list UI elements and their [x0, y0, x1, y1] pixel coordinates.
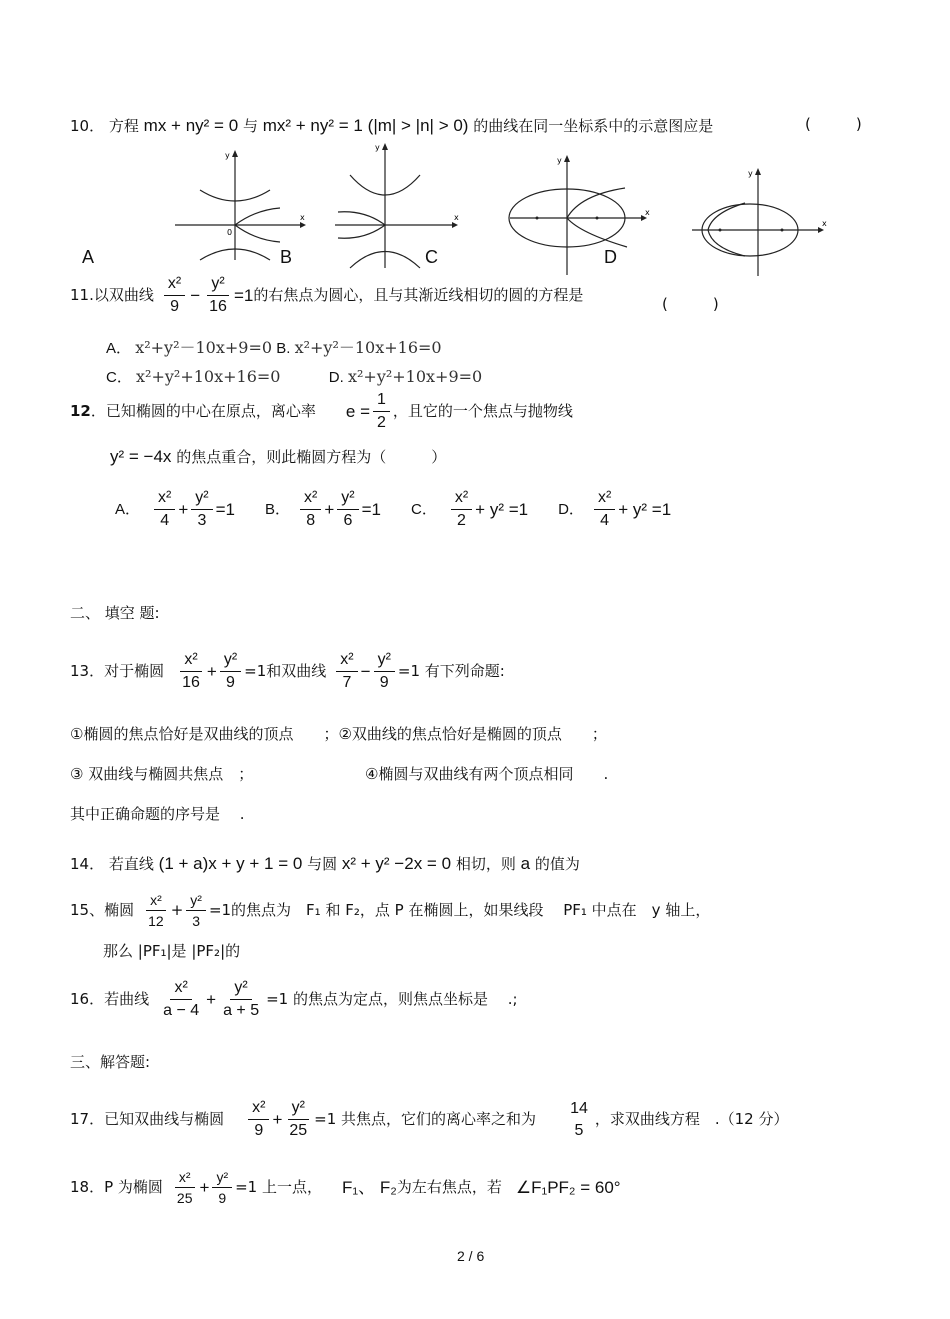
q12-tail: ，且它的一个焦点与抛物线: [392, 402, 573, 420]
svg-text:y: y: [375, 143, 380, 152]
q12-e: e =: [345, 402, 370, 421]
q11-fraction-y: [205, 276, 231, 315]
q14-tail: 相切，则: [455, 855, 516, 873]
q13-prop-3: ③ 双曲线与椭圆共焦点 ；: [70, 765, 254, 783]
q17-tail: ，求双曲线方程 .（12 分）: [594, 1110, 789, 1128]
q14-line-eq: (1 + a)x + y + 1 = 0: [158, 854, 303, 873]
q17-d3: 5: [574, 1121, 584, 1139]
q10-eq2: mx² + ny² = 1: [262, 116, 363, 135]
q12-line: [70, 392, 573, 431]
q17-mid: =1 共焦点，它们的离心率之和为: [314, 1110, 537, 1128]
svg-text:x: x: [454, 213, 459, 222]
svg-text:y: y: [557, 156, 562, 165]
q12-c-tail: + y² =1: [475, 500, 529, 519]
q13-line: [70, 652, 505, 691]
q16-number: 16．: [70, 990, 105, 1008]
svg-text:x: x: [645, 208, 650, 217]
q13-n4: y²: [374, 652, 395, 672]
q10-tail: 的曲线在同一坐标系中的示意图应是: [473, 117, 714, 135]
plus: +: [199, 1178, 210, 1197]
q15-tail: =1的焦点为 F₁ 和 F₂，点 P 在椭圆上，如果线段 PF₁ 中点在 y 轴上，: [208, 901, 711, 919]
q15-line2: 那么 |PF₁|是 |PF₂|的: [103, 942, 241, 960]
q17-pre: 已知双曲线与椭圆: [104, 1110, 225, 1128]
q10-answer-paren: ( ): [805, 115, 862, 133]
q18-mid: =1 上一点，: [235, 1178, 322, 1196]
q18-angle: ∠F₁PF₂ = 60°: [515, 1178, 621, 1197]
q15-d1: 12: [148, 913, 164, 929]
q12-line2-tail: 的焦点重合，则此椭圆方程为（ ）: [176, 448, 447, 466]
q15-line: [70, 893, 710, 928]
q17-frac1: [248, 1100, 269, 1139]
q12-c-label: C．: [411, 501, 437, 518]
plus: +: [206, 662, 217, 681]
q13-tail: =1 有下列命题:: [397, 662, 505, 680]
q13-frac1: [178, 652, 204, 691]
svg-text:x: x: [822, 219, 827, 228]
q16-n1: x²: [170, 980, 191, 1000]
q11-a-label: A．: [106, 340, 132, 357]
q11-d-eq: x²+y²+10x+9=0: [347, 367, 483, 386]
q11-d-label: D.: [328, 369, 344, 386]
q11-x2: x²: [164, 276, 185, 296]
q18-n1: x²: [175, 1170, 195, 1188]
q13-n1: x²: [180, 652, 201, 672]
q12-b-n1: x²: [300, 490, 321, 510]
q10-number: 10．: [70, 117, 105, 135]
svg-text:y: y: [225, 151, 230, 160]
q14-circle-eq: x² + y² −2x = 0: [341, 854, 452, 873]
graph-label-b: B: [280, 247, 293, 267]
plus: +: [272, 1110, 283, 1129]
svg-text:y: y: [748, 169, 753, 178]
q16-line: [70, 980, 518, 1019]
q14-a: a: [520, 854, 531, 873]
q11-pre: 以双曲线: [93, 286, 154, 304]
q18-d1: 25: [176, 1190, 193, 1206]
q15-d2: 3: [192, 913, 200, 929]
q13-frac4: [374, 652, 395, 691]
q13-prop-1-2: ①椭圆的焦点恰好是双曲线的顶点 ；②双曲线的焦点恰好是椭圆的顶点 ；: [70, 725, 607, 743]
q12-a-label: A．: [115, 501, 141, 518]
q16-frac2: [219, 980, 263, 1019]
q17-line: [70, 1100, 788, 1139]
q12-b-label: B．: [265, 501, 291, 518]
q14-tail2: 的值为: [534, 855, 580, 873]
q11-b-eq: x²+y²－10x+16=0: [294, 338, 442, 357]
q17-frac3: [566, 1101, 592, 1139]
q12-d-d1: 4: [600, 512, 610, 529]
q17-n1: x²: [248, 1100, 269, 1120]
q13-d1: 16: [182, 674, 200, 691]
q14-number: 14．: [70, 855, 105, 873]
plus: +: [178, 500, 189, 519]
graph-d2: [690, 168, 830, 278]
q11-b-label: B.: [276, 340, 291, 357]
plus: +: [206, 990, 217, 1009]
q13-frac3: [336, 652, 357, 691]
q10-condition: (|m| > |n| > 0): [367, 116, 469, 135]
q11-minus: −: [190, 286, 201, 305]
q17-n3: 14: [570, 1099, 588, 1117]
q11-d16: 16: [209, 298, 227, 315]
q11-c-label: C．: [106, 369, 132, 386]
q12-d-frac1: [594, 490, 615, 529]
q14-pre: 若直线: [108, 855, 154, 873]
q17-number: 17．: [70, 1110, 105, 1128]
plus: +: [170, 901, 184, 919]
q15-frac2: [186, 893, 206, 928]
q18-tail: 为左右焦点，若: [396, 1178, 502, 1196]
section-3-heading: 三、解答题:: [70, 1053, 151, 1071]
q12-b-frac1: [300, 490, 321, 529]
q12-d2: 2: [377, 414, 386, 431]
q13-n2: y²: [220, 652, 241, 672]
q16-tail: =1 的焦点为定点，则焦点坐标是 .;: [266, 990, 518, 1008]
plus: +: [324, 500, 335, 519]
q18-foci: F₁、 F₂: [342, 1178, 397, 1197]
graph-label-d: D: [604, 247, 617, 267]
q11-option-a: [106, 335, 442, 358]
q12-b-d2: 6: [343, 512, 353, 529]
q12-d-n1: x²: [594, 490, 615, 510]
q11-eq1: =1: [233, 286, 254, 305]
q12-a-frac2: [191, 490, 212, 529]
q16-d2: a + 5: [223, 1002, 260, 1019]
q16-n2: y²: [230, 980, 251, 1000]
q15-number: 15、: [70, 901, 105, 919]
q11-tail: 的右焦点为圆心，且与其渐近线相切的圆的方程是: [253, 286, 584, 304]
q13-frac2: [220, 652, 241, 691]
svg-text:x: x: [300, 213, 305, 222]
q12-b-d1: 8: [306, 512, 316, 529]
q11-fraction-x: [164, 276, 185, 315]
q11-c-eq: x²+y²+10x+16=0: [136, 367, 281, 386]
q11-a-eq: x²+y²－10x+9=0: [135, 338, 273, 357]
q10-eq1: mx + ny² = 0: [143, 116, 239, 135]
q13-number: 13．: [70, 662, 105, 680]
q18-d2: 9: [218, 1190, 227, 1206]
page-number: 2 / 6: [457, 1248, 485, 1264]
q14-line: [70, 855, 580, 872]
q15-n2: y²: [186, 893, 206, 911]
q12-b-n2: y²: [337, 490, 358, 510]
q10-text-yu: 与: [242, 117, 258, 135]
svg-text:0: 0: [227, 228, 233, 237]
q12-c-frac1: [451, 490, 472, 529]
q17-d2: 25: [289, 1122, 308, 1139]
q13-prop-4: ④椭圆与双曲线有两个顶点相同 .: [365, 765, 609, 783]
q16-d1: a − 4: [163, 1002, 200, 1019]
graph-c: [330, 140, 465, 270]
q14-yu: 与圆: [307, 855, 338, 873]
q12-a-n1: x²: [154, 490, 175, 510]
q12-fraction: [373, 392, 390, 431]
q17-d1: 9: [254, 1122, 264, 1139]
q12-b-frac2: [337, 490, 358, 529]
q12-n1: 1: [373, 392, 390, 412]
q12-c-n1: x²: [451, 490, 472, 510]
q11-answer-paren: ( ): [662, 295, 719, 313]
q18-number: 18．: [70, 1178, 105, 1196]
q12-a-frac1: [154, 490, 175, 529]
q12-options: [115, 490, 671, 529]
q16-pre: 若曲线: [104, 990, 150, 1008]
q13-d2: 9: [226, 674, 235, 691]
q18-line: [70, 1170, 621, 1205]
q12-b-rhs: =1: [361, 500, 381, 519]
q12-parabola: y² = −4x: [110, 447, 172, 466]
q12-a-rhs: =1: [215, 500, 235, 519]
q12-line2: [110, 448, 446, 465]
q13-d3: 7: [342, 674, 352, 691]
q15-pre: 椭圆: [104, 901, 135, 919]
q12-a-n2: y²: [191, 490, 212, 510]
minus: −: [360, 662, 371, 681]
graph-label-a: A: [82, 247, 95, 267]
q18-pre: P 为椭圆: [104, 1178, 163, 1196]
graph-d1: [505, 155, 655, 280]
q18-frac1: [173, 1170, 197, 1205]
q12-pre: ．已知椭圆的中心在原点，离心率: [90, 402, 316, 420]
q12-d-tail: + y² =1: [618, 500, 672, 519]
q13-d4: 9: [379, 674, 389, 691]
graph-label-c: C: [425, 247, 438, 267]
q11-option-c: [106, 366, 482, 387]
q13-n3: x²: [336, 652, 357, 672]
q15-n1: x²: [146, 893, 166, 911]
q10-text: 方程: [108, 117, 139, 135]
q11-number: 11.: [70, 286, 94, 304]
q12-a-d1: 4: [160, 512, 170, 529]
q12-c-d1: 2: [457, 512, 466, 529]
q16-frac1: [159, 980, 203, 1019]
q11-d9: 9: [170, 298, 179, 315]
section-2-heading: 二、 填空 题:: [70, 604, 160, 622]
q17-n2: y²: [288, 1100, 309, 1120]
q13-mid: =1和双曲线: [244, 662, 327, 680]
q15-frac1: [144, 893, 168, 928]
q12-a-d2: 3: [197, 512, 207, 529]
q10-line: [70, 117, 713, 134]
q12-number: 12: [70, 402, 91, 420]
q13-pre: 对于椭圆: [104, 662, 165, 680]
q18-n2: y²: [212, 1170, 232, 1188]
q13-question: 其中正确命题的序号是 .: [70, 805, 245, 823]
q17-frac2: [285, 1100, 311, 1139]
q12-d-label: D．: [558, 501, 584, 518]
q11-line: [70, 276, 583, 315]
q11-y2: y²: [207, 276, 228, 296]
q18-frac2: [212, 1170, 232, 1205]
